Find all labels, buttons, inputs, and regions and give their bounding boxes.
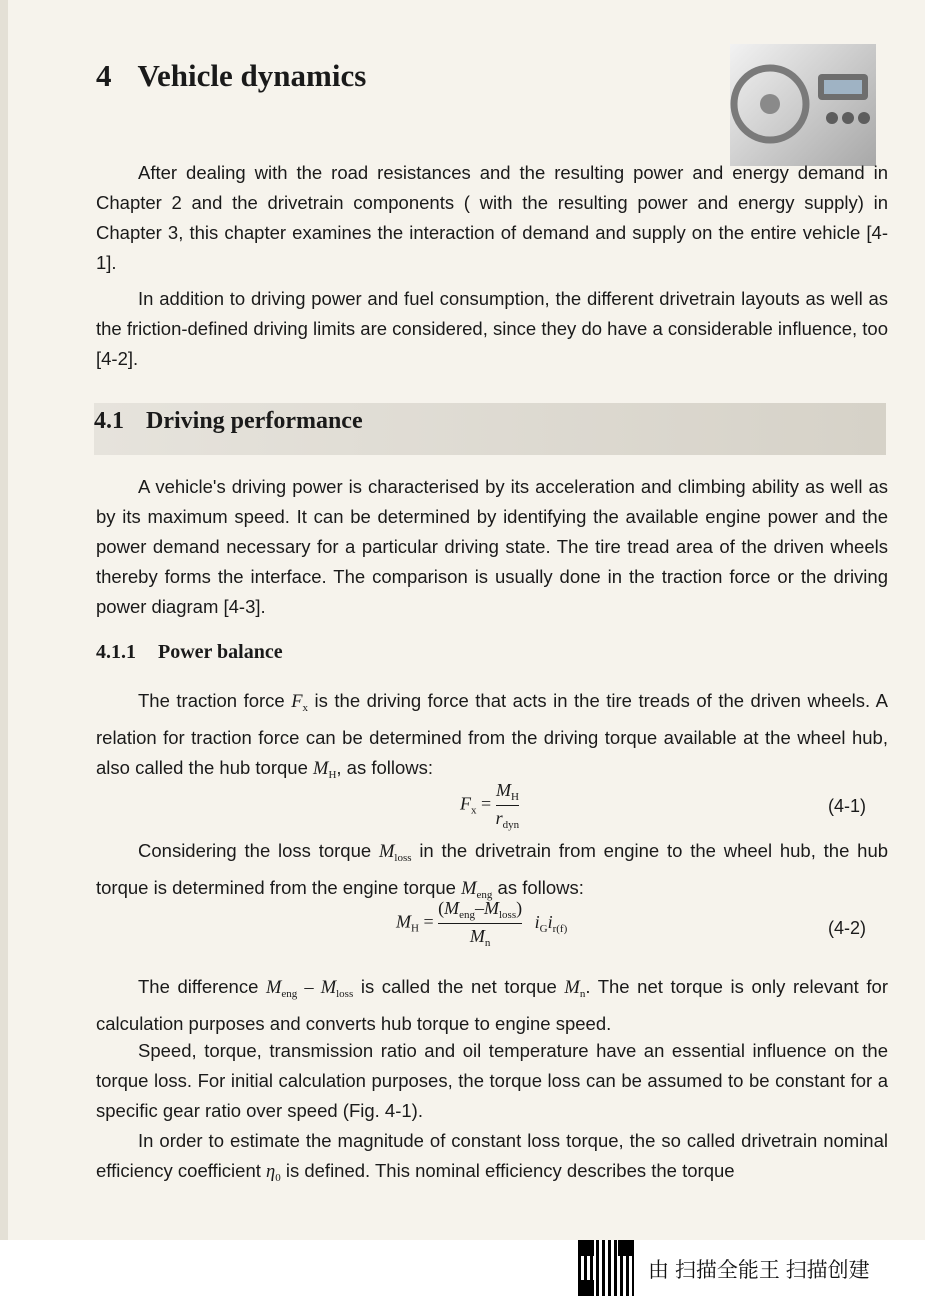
symbol-eta0: $\eta_0$ (266, 1162, 281, 1184)
car-dashboard-image (730, 44, 876, 166)
section-paragraph: A vehicle's driving power is characterised by its acceleration and climbing ability as well as by its maximum speed. It can be determined by identifying the available engine power and the power demand necessary for a particular driving state. The tire tread area of the driven wheels thereby forms the interface. The comparison is usually done in the traction force or the driving power diagram [4-3]. (96, 476, 888, 617)
equation-number-4-2: (4-2) (828, 918, 867, 938)
equation-4-1: $F_x$ = $\frac{M_H}{r_{dyn}}$ (460, 780, 520, 831)
chapter-title (96, 58, 366, 94)
symbol-Fx: $F_x$ (291, 692, 309, 714)
intro-paragraph-2: In addition to driving power and fuel consumption, the different drivetrain layouts as well as the friction-defined driving limits are considered, since they do have a considerable influence, too [4-2]. (96, 288, 888, 369)
subsection-number: 4.1.1 (96, 641, 136, 663)
equation-number-4-1: (4-1) (828, 796, 867, 816)
speed-paragraph: Speed, torque, transmission ratio and oil temperature have an essential influence on the torque loss. For initial calculation purposes, the torque loss can be assumed to be constant for a specific gear ratio over speed (Fig. 4-1). (96, 1040, 888, 1121)
symbol-Meng-minus-Mloss: $M_{eng} - M_{loss}$ (265, 978, 354, 1000)
efficiency-paragraph: In order to estimate the magnitude of constant loss torque, the so called drivetrain nominal efficiency coefficient $\eta_0$ is defined. This nominal efficiency describes the torque (96, 1130, 888, 1184)
section-title-text: Driving performance (146, 408, 363, 434)
symbol-MH: $M_H$ (313, 759, 337, 781)
symbol-Mloss: $M_{loss}$ (378, 842, 412, 864)
section-heading (94, 408, 363, 435)
traction-paragraph: The traction force $F_x$ is the driving force that acts in the tire treads of the driven wheels. A relation for traction force can be determined from the driving torque available at the wheel hub, also called the hub torque $M_H$, as follows: (96, 690, 889, 781)
chapter-title-text: Vehicle dynamics (137, 58, 367, 93)
net-torque-paragraph: The difference $M_{eng} - M_{loss}$ is called the net torque $M_n$. The net torque is only relevant for calculation purposes and converts hub torque to engine speed. (96, 976, 889, 1034)
symbol-Mn: $M_n$ (564, 978, 586, 1000)
steering-wheel-icon (730, 44, 876, 166)
intro-paragraph-1: After dealing with the road resistances and the resulting power and energy demand in Chapter 2 and the drivetrain components ( with the resulting power and energy supply) in Chapter 3, this chapter examines the interaction of demand and supply on the entire vehicle [4-1]. (96, 162, 888, 273)
chapter-number: 4 (96, 58, 112, 93)
subsection-heading (96, 641, 283, 664)
subsection-title-text: Power balance (158, 641, 283, 663)
loss-paragraph: Considering the loss torque $M_{loss}$ in the drivetrain from engine to the wheel hub, the hub torque is determined from the engine torque $M_{eng}$ as follows: (96, 840, 889, 901)
scanner-watermark-text: 由 扫描全能王 扫描创建 (648, 1259, 870, 1282)
equation-4-2: $M_H$ = $\frac{(M_{eng}-M_{loss})}{M_n}$ $i_Gi_{r(f)}$ (396, 898, 568, 949)
scanner-watermark (578, 1240, 908, 1298)
section-number: 4.1 (94, 408, 124, 434)
qr-code-icon (578, 1240, 634, 1296)
symbol-Meng: $M_{eng}$ (461, 879, 493, 901)
